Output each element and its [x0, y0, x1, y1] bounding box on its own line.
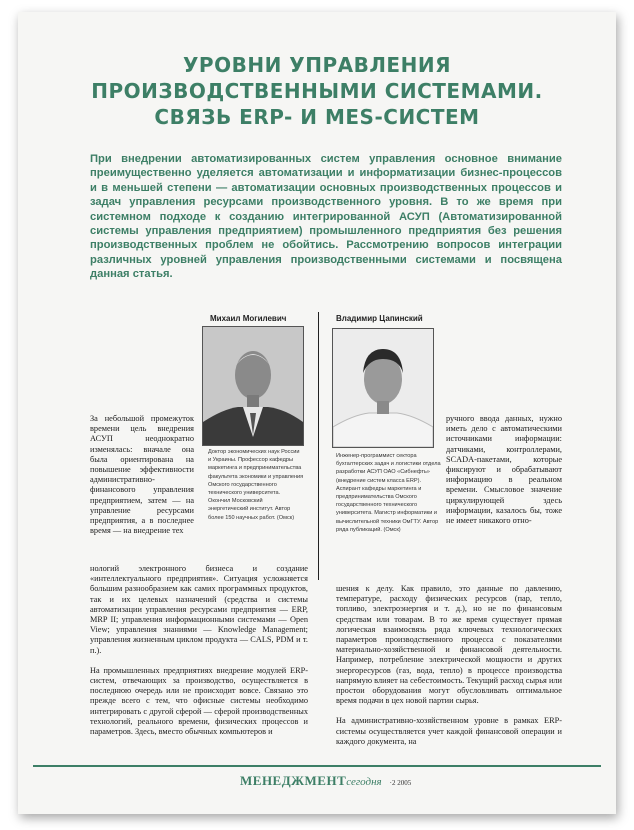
body-col2-paragraph-1: шения к делу. Как правило, это данные по давлению, температуре, расходу физических ресурсов (пар, тепло, топливо, электроэнергия и т. д.), но не по финансовым средствам или товарам. В то же время существует прямая логическая взаимосвязь ряда ключевых технологических параметров производственного процесса с показателями материально-хозяйственной и финансовой деятельности. Например, потребление электрической мощности и других энергоресурсов (газ, вода, тепло) в процессе производства напрямую влияет на себестоимость. Текущий расход сырья или простои оборудования могут обусловливать оптимальное время подачи в цех новой партии сырья. [336, 584, 562, 706]
body-col1-paragraph-2: На промышленных предприятиях внедрение модулей ERP-систем, отвечающих за производство, осуществляется в последнюю очередь или не происходит вовсе. Связано это прежде всего с тем, что офисные системы необходимо интегрировать с другой сферой — сферой производственных технологий, реального времени, физических процессов и параметров. Здесь, вместо обычных компьютеров и [90, 665, 308, 737]
author-divider [318, 312, 319, 580]
author-name-1: Михаил Могилевич [210, 314, 287, 323]
magazine-logo: МЕНЕДЖМЕНТ [240, 773, 347, 788]
body-col1-wrap-text: За небольшой промежуток времени цель внедрения АСУП неоднократно изменялась: вначале она была ориентирована на повышение эффективности административно-финансового управления предприятием, затем — на управление ресурсами предприятия, а в последнее время — на внедрение тех [90, 414, 194, 536]
footer-rule [33, 765, 601, 767]
author-caption-2: Инженер-программист сектора бухгалтерских задач и логистики отдела разработки АСУП ОАО «Сибнефть» (внедрение систем класса ERP). Аспирант кафедры маркетинга и предпринимательства Омского государственного технического университета. Магистр информатики и вычислительной техники ОмГТУ. Автор ряда публикаций. (Омск) [336, 453, 441, 533]
footer [240, 772, 411, 790]
magazine-logo-subtitle: сегодня [346, 776, 382, 788]
article-title [18, 52, 616, 130]
author-caption-1: Доктор экономических наук России и Украины. Профессор кафедры маркетинга и предпринимательства факультета экономики и управления Омского государственного технического университета. Окончил Московский энергетический институт. Автор более 150 научных работ. (Омск) [208, 449, 304, 521]
body-col1-paragraph-1: нологий электронного бизнеса и создание «интеллектуального предприятия». Ситуация усложняется большим разнообразием как самих программных продуктов, так и их целевых назначений (средства и системы автоматизации управления ресурсами предприятия — ERP, MRP II; управления информационными системами — Open View; управления знаниями — Knowledge Management; управления жизненным циклом продукта — CALS, PDM и т. п.). [90, 564, 308, 655]
author-photo-2 [332, 328, 434, 448]
body-col1 [90, 564, 308, 747]
title-line-1: УРОВНИ УПРАВЛЕНИЯ [183, 53, 451, 77]
title-line-3: СВЯЗЬ ERP- И MES-СИСТЕМ [154, 105, 480, 129]
magazine-page [18, 12, 616, 814]
lead-paragraph: При внедрении автоматизированных систем управления основное внимание преимущественно уделяется автоматизации и информатизации бизнес-процессов и в меньшей степени — автоматизации основных производственных процессов и задач управления ресурсами производственного уровня. В то же время при системном подходе к созданию интегрированной АСУП (Автоматизированной системы управления предприятием) промышленного предприятия без решения производственных проблем не обойтись. Рассмотрению вопросов интеграции различных уровней управления производственными системами и посвящена данная статья. [90, 153, 562, 281]
author-photo-1 [202, 326, 304, 446]
issue-number: ·2 2005 [389, 779, 412, 787]
body-col2-wrap-text: ручного ввода данных, нужно иметь дело с автоматическими источниками информации: датчиками, контроллерами, SCADA-пакетами, которые фиксируют и обрабатывают информацию в реальном времени. Смысловое значение циркулирующей здесь информации, казалось бы, тоже не имеет никакого отно- [446, 414, 562, 526]
author-name-2: Владимир Цапинский [336, 314, 423, 323]
title-line-2: ПРОИЗВОДСТВЕННЫМИ СИСТЕМАМИ. [91, 79, 543, 103]
body-col2 [336, 584, 562, 757]
body-col2-paragraph-2: На административно-хозяйственном уровне в рамках ERP-системы осуществляется учет каждой финансовой операции и каждого документа, на [336, 716, 562, 746]
